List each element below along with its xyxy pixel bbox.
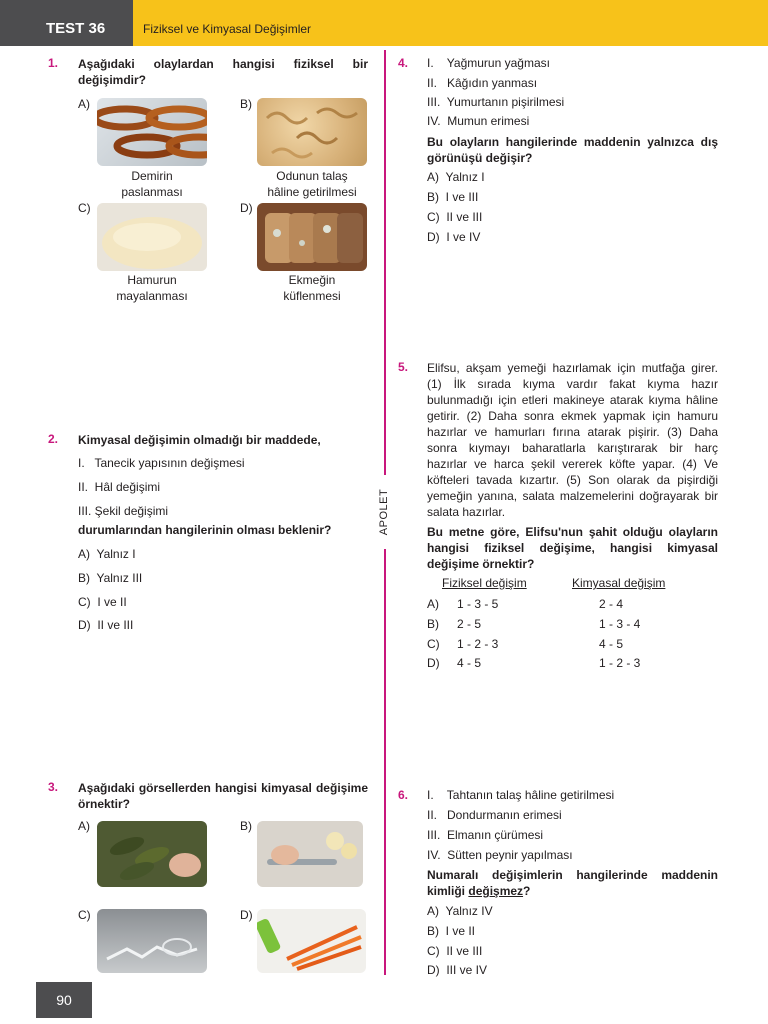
q1-image-moldy-bread: [257, 203, 367, 271]
q3-image-glass: [97, 909, 207, 973]
q1-option-a[interactable]: A): [78, 97, 90, 111]
q6-item-3: III. Elmanın çürümesi: [427, 828, 544, 842]
q4-question: Bu olayların hangilerinde maddenin yalnızca dış görünüşü değişir?: [427, 135, 718, 165]
q2-item-1: I. Tanecik yapısının değişmesi: [78, 456, 245, 470]
q6-item-1: I. Tahtanın talaş hâline getirilmesi: [427, 788, 615, 802]
q1-caption-b: Odunun talaş hâline getirilmesi: [267, 169, 357, 199]
q1-image-wood-shavings: [257, 98, 367, 166]
q1-stem: Aşağıdaki olaylardan hangisi fiziksel bir değişimdir?: [78, 57, 368, 87]
q1-image-rusty-chain: [97, 98, 207, 166]
q5-col-physical: Fiziksel değişim: [442, 576, 527, 590]
q6-option-a[interactable]: A) Yalnız IV: [427, 904, 493, 918]
q1-caption-a: Demirin paslanması: [121, 169, 183, 199]
q3-number: 3.: [48, 780, 59, 794]
q5-question: Bu metne göre, Elifsu'nun şahit olduğu olayların hangisi fiziksel değişime, hangisi kimyasal değişime örnektir?: [427, 525, 718, 571]
publisher-label: APOLET: [378, 475, 392, 549]
q4-option-c[interactable]: C) II ve III: [427, 210, 483, 224]
q1-image-dough: [97, 203, 207, 271]
q6-option-c[interactable]: C) II ve III: [427, 944, 483, 958]
q6-item-4: IV. Sütten peynir yapılması: [427, 848, 573, 862]
q1-caption-c: Hamurun mayalanması: [116, 273, 188, 303]
q2-item-3: III. Şekil değişimi: [78, 504, 169, 518]
q2-option-b[interactable]: B) Yalnız III: [78, 571, 143, 585]
q3-option-d[interactable]: D): [240, 908, 253, 922]
q4-option-d[interactable]: D) I ve IV: [427, 230, 481, 244]
q4-number: 4.: [398, 56, 409, 70]
q2-option-a[interactable]: A) Yalnız I: [78, 547, 136, 561]
q4-item-2: II. Kâğıdın yanması: [427, 76, 538, 90]
q6-number: 6.: [398, 788, 409, 802]
page-title: Fiziksel ve Kimyasal Değişimler: [143, 22, 312, 36]
q6-item-2: II. Dondurmanın erimesi: [427, 808, 562, 822]
q3-image-stuffed-leaves: [97, 821, 207, 887]
q2-number: 2.: [48, 432, 59, 446]
q4-item-4: IV. Mumun erimesi: [427, 114, 530, 128]
q1-caption-d: Ekmeğin küflenmesi: [283, 273, 341, 303]
q4-option-a[interactable]: A) Yalnız I: [427, 170, 485, 184]
q1-option-d[interactable]: D): [240, 201, 253, 215]
q6-question-emphasis: değişmez: [468, 884, 524, 898]
q6-option-d[interactable]: D) III ve IV: [427, 963, 488, 977]
q3-image-carrot-shred: [257, 909, 366, 973]
page-number: 90: [36, 982, 92, 1018]
q6-question: Numaralı değişimlerin hangilerinde maddenin kimliği değişmez?: [427, 868, 718, 898]
q3-image-slicing: [257, 821, 363, 887]
q1-option-c[interactable]: C): [78, 201, 91, 215]
test-label: TEST 36: [0, 0, 133, 46]
q6-option-b[interactable]: B) I ve II: [427, 924, 476, 938]
q2-option-d[interactable]: D) II ve III: [78, 618, 134, 632]
q5-text: Elifsu, akşam yemeği hazırlamak için mutfağa girer. (1) İlk sırada kıyma vardır fakat kıyma hazır bulunmadığı için etleri makineye atarak kıyma hâline getirir. (2) Daha sonra ekmek yapmak için hamuru hazırlar ve hamurları fırına atarak pişirir. (3) Daha sonra kıymayı baharatlarla karıştırarak bir harç hazırlar ve harca şekil vererek köfte yapar. (4) Ve köfteleri tavada kızartır. (5) Son olarak da pişirdiği yemeğin yanına, salata malzemelerini doğrayarak bir salata hazırlar.: [427, 361, 718, 519]
q4-option-b[interactable]: B) I ve III: [427, 190, 479, 204]
q2-option-c[interactable]: C) I ve II: [78, 595, 127, 609]
q4-item-1: I. Yağmurun yağması: [427, 56, 550, 70]
q1-option-b[interactable]: B): [240, 97, 252, 111]
q1-number: 1.: [48, 56, 59, 70]
q3-option-a[interactable]: A): [78, 819, 90, 833]
q5-number: 5.: [398, 360, 409, 374]
q2-item-2: II. Hâl değişimi: [78, 480, 161, 494]
q2-question: durumlarından hangilerinin olması beklenir?: [78, 523, 332, 537]
q3-option-b[interactable]: B): [240, 819, 252, 833]
q4-item-3: III. Yumurtanın pişirilmesi: [427, 95, 565, 109]
q3-option-c[interactable]: C): [78, 908, 91, 922]
q3-stem: Aşağıdaki görsellerden hangisi kimyasal değişime örnektir?: [78, 781, 368, 811]
q5-col-chemical: Kimyasal değişim: [572, 576, 666, 590]
q2-stem: Kimyasal değişimin olmadığı bir maddede,: [78, 433, 321, 447]
